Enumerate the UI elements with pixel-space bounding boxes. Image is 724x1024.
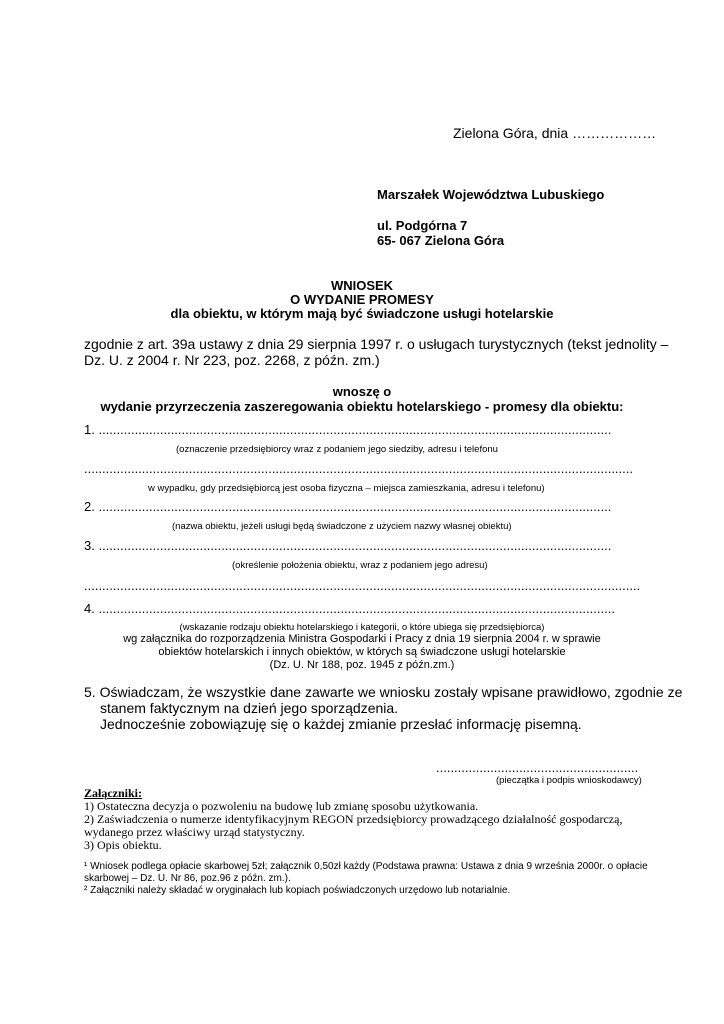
field-1-line: 1. .............................................................................................................................................. bbox=[84, 422, 612, 437]
declaration-line1: 5. Oświadczam, że wszystkie dane zawarte we wniosku zostały wpisane prawidłowo, zgodnie ze bbox=[84, 684, 683, 700]
footnote-1-line1: ¹ Wniosek podlega opłacie skarbowej 5zł; załącznik 0,50zł każdy (Podstawa prawna: Ustawa z dnia 9 września 2000r. o opłacie bbox=[84, 861, 648, 872]
attachment-item-1: 1) Ostateczna decyzja o pozwoleniu na budowę lub zmianę sposobu użytkowania. bbox=[84, 799, 479, 813]
field-4-note-4: (Dz. U. Nr 188, poz. 1945 z późn.zm.) bbox=[269, 659, 455, 671]
field-1-note: (oznaczenie przedsiębiorcy wraz z podaniem jego siedziby, adresu i telefonu bbox=[176, 444, 498, 455]
field-4-note-1: (wskazanie rodzaju obiektu hotelarskiego i kategorii, o które ubiega się przedsiębiorca) bbox=[179, 622, 545, 633]
attachments-heading: Załączniki: bbox=[84, 786, 143, 800]
field-1b-note: w wypadku, gdy przedsiębiorcą jest osoba fizyczna – miejsca zamieszkania, adresu i telefonu) bbox=[148, 483, 545, 494]
legal-basis-line1: zgodnie z art. 39a ustawy z dnia 29 sierpnia 1997 r. o usługach turystycznych (tekst jednolity – bbox=[84, 336, 669, 352]
place-date: Zielona Góra, dnia ……………… bbox=[453, 125, 657, 141]
field-3-line: 3. .............................................................................................................................................. bbox=[84, 538, 612, 553]
title-line2: O WYDANIE PROMESY bbox=[290, 292, 434, 307]
declaration-line3: Jednocześnie zobowiązuję się o każdej zmianie przesłać informację pisemną. bbox=[100, 716, 582, 732]
field-3b-line: .......................................................................................................................................................... bbox=[84, 578, 641, 593]
addressee-city: 65- 067 Zielona Góra bbox=[377, 233, 505, 248]
addressee-street: ul. Podgórna 7 bbox=[377, 218, 468, 233]
footnote-2: ² Załączniki należy składać w oryginałach lub kopiach poświadczonych urzędowo lub notarialnie. bbox=[84, 885, 511, 896]
title-line1: WNIOSEK bbox=[330, 278, 394, 293]
legal-basis-line2: Dz. U. z 2004 r. Nr 223, poz. 2268, z późn. zm.) bbox=[84, 352, 380, 368]
attachment-item-2: 2) Zaświadczenia o numerze identyfikacyjnym REGON przedsiębiorcy prowadzącego działalność gospodarczą, bbox=[84, 812, 623, 826]
title-line3: dla obiektu, w którym mają być świadczone usługi hotelarskie bbox=[170, 306, 554, 321]
attachment-item-3: 3) Opis obiektu. bbox=[84, 838, 162, 852]
field-2-line: 2. .............................................................................................................................................. bbox=[84, 499, 612, 514]
field-3-note: (określenie położenia obiektu, wraz z podaniem jego adresu) bbox=[232, 560, 488, 571]
footnote-1-line2: skarbowej – Dz. U. Nr 86, poz.96 z późn. zm.). bbox=[84, 873, 291, 884]
request-line1: wnoszę o bbox=[332, 384, 392, 399]
declaration-line2: stanem faktycznym na dzień jego sporządzenia. bbox=[100, 700, 399, 716]
field-4-note-2: wg załącznika do rozporządzenia Ministra Gospodarki i Pracy z dnia 19 sierpnia 2004 r. w sprawie bbox=[123, 633, 601, 645]
addressee-name: Marszałek Województwa Lubuskiego bbox=[377, 187, 605, 202]
field-4-note-3: obiektów hotelarskich i innych obiektów, w których są świadczone usługi hotelarskie bbox=[158, 646, 566, 658]
signature-label: (pieczątka i podpis wnioskodawcy) bbox=[496, 775, 642, 786]
field-4-line: 4. ............................................................................................................................................... bbox=[84, 601, 615, 616]
field-1b-line: ........................................................................................................................................................ bbox=[84, 461, 633, 476]
field-2-note: (nazwa obiektu, jeżeli usługi będą świadczone z użyciem nazwy własnej obiektu) bbox=[172, 521, 512, 532]
attachment-item-2-cont: wydanego przez właściwy urząd statystyczny. bbox=[84, 825, 305, 839]
request-line2: wydanie przyrzeczenia zaszeregowania obiektu hotelarskiego - promesy dla obiektu: bbox=[100, 399, 624, 414]
signature-dots: ........................................................ bbox=[436, 760, 639, 775]
